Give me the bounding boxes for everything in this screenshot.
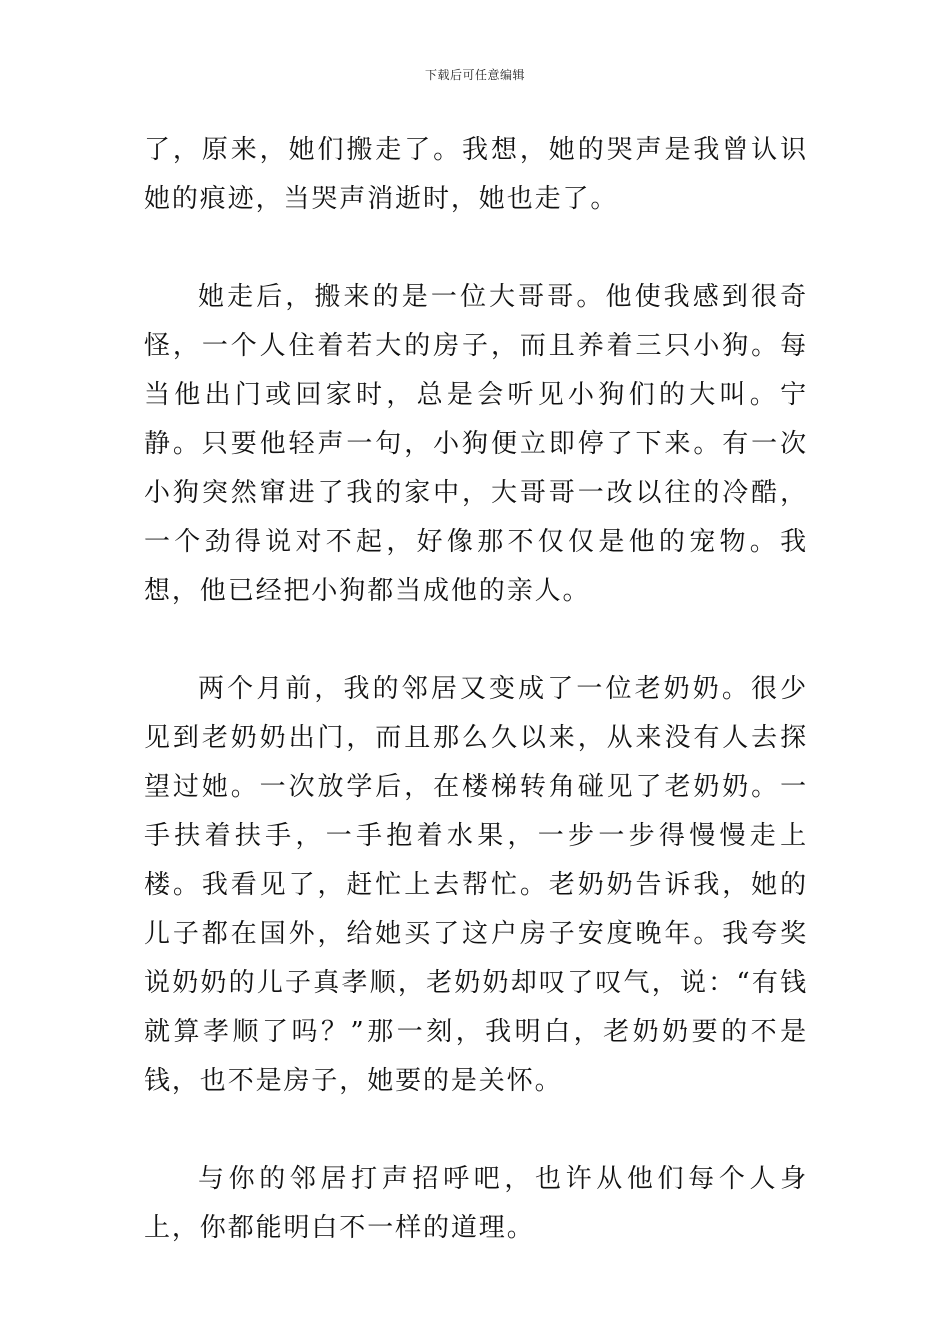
page-header: 下载后可任意编辑 xyxy=(424,68,525,82)
document-body xyxy=(144,126,808,1302)
paragraph-1: 了，原来，她们搬走了。我想，她的哭声是我曾认识她的痕迹，当哭声消逝时，她也走了。 xyxy=(144,135,808,214)
paragraph-4: 与你的邻居打声招呼吧，也许从他们每个人身上，你都能明白不一样的道理。 xyxy=(144,1164,808,1243)
paragraph-2: 她走后，搬来的是一位大哥哥。他使我感到很奇怪，一个人住着若大的房子，而且养着三只小狗。每当他出门或回家时，总是会听见小狗们的大叫。宁静。只要他轻声一句，小狗便立即停了下来。有一次小狗突然窜进了我的家中，大哥哥一改以往的冷酷，一个劲得说对不起，好像那不仅仅是他的宠物。我想，他已经把小狗都当成他的亲人。 xyxy=(144,282,808,606)
paragraph-3: 两个月前，我的邻居又变成了一位老奶奶。很少见到老奶奶出门，而且那么久以来，从来没有人去探望过她。一次放学后，在楼梯转角碰见了老奶奶。一手扶着扶手，一手抱着水果，一步一步得慢慢走上楼。我看见了，赶忙上去帮忙。老奶奶告诉我，她的儿子都在国外，给她买了这户房子安度晚年。我夸奖说奶奶的儿子真孝顺，老奶奶却叹了叹气，说：“有钱就算孝顺了吗？”那一刻，我明白，老奶奶要的不是钱，也不是房子，她要的是关怀。 xyxy=(144,674,808,1096)
